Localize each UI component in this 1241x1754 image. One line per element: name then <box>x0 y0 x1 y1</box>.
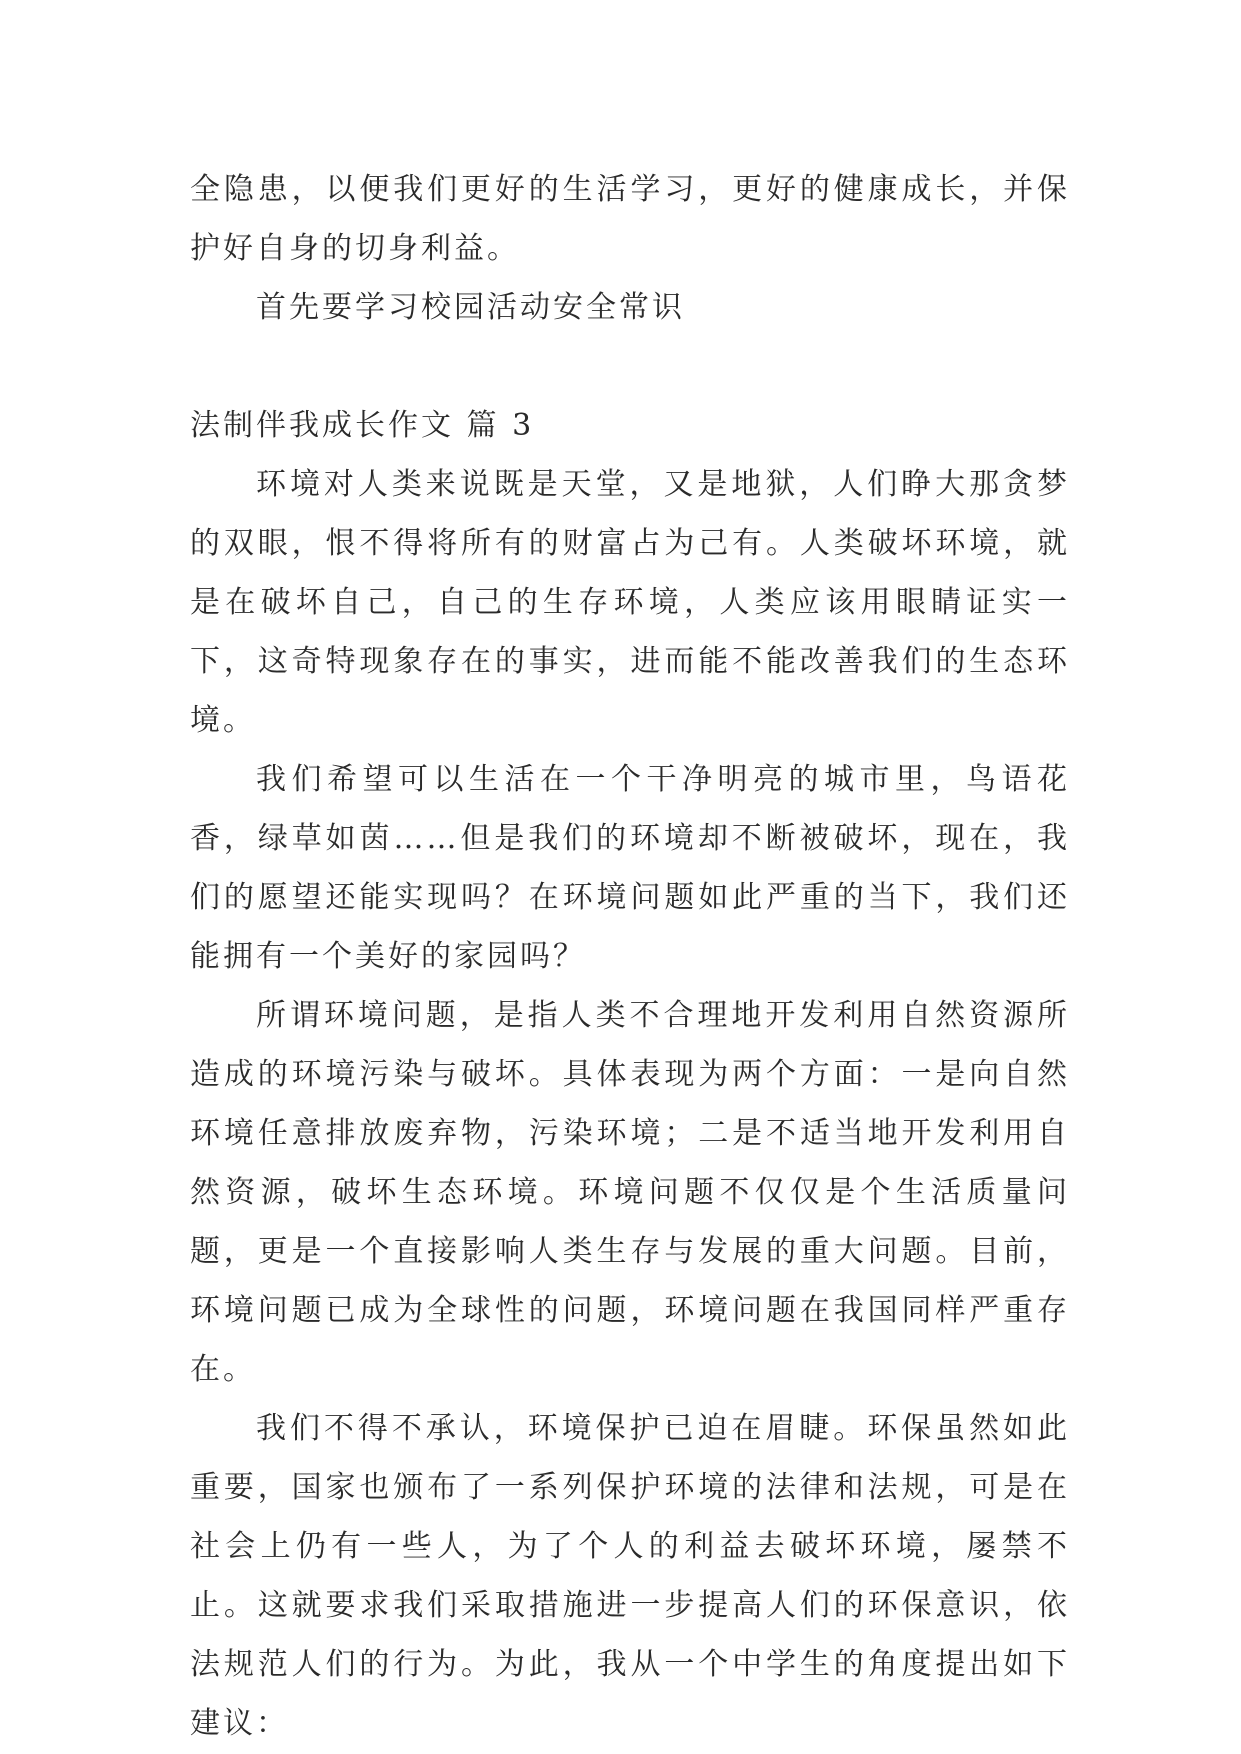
document-body <box>190 160 1070 1753</box>
paragraph-clean-city-hope: 我们希望可以生活在一个干净明亮的城市里，鸟语花香，绿草如茵……但是我们的环境却不断被破坏，现在，我们的愿望还能实现吗？在环境问题如此严重的当下，我们还能拥有一个美好的家园吗？ <box>190 762 1070 974</box>
section-heading: 法制伴我成长作文 篇 3 <box>190 408 535 443</box>
paragraph-continued: 全隐患，以便我们更好的生活学习，更好的健康成长，并保护好自身的切身利益。 <box>190 172 1070 266</box>
paragraph-environment-problem-definition: 所谓环境问题，是指人类不合理地开发利用自然资源所造成的环境污染与破坏。具体表现为两个方面：一是向自然环境任意排放废弃物，污染环境；二是不适当地开发利用自然资源，破坏生态环境。环境问题不仅仅是个生活质量问题，更是一个直接影响人类生存与发展的重大问题。目前，环境问题已成为全球性的问题，环境问题在我国同样严重存在。 <box>190 998 1070 1387</box>
paragraph-safety-note: 首先要学习校园活动安全常识 <box>256 290 685 325</box>
paragraph-protection-urgency: 我们不得不承认，环境保护已迫在眉睫。环保虽然如此重要，国家也颁布了一系列保护环境的法律和法规，可是在社会上仍有一些人，为了个人的利益去破坏环境，屡禁不止。这就要求我们采取措施进一步提高人们的环保意识，依法规范人们的行为。为此，我从一个中学生的角度提出如下建议： <box>190 1411 1070 1741</box>
section-spacer <box>190 337 1070 396</box>
paragraph-environment-heaven-hell: 环境对人类来说既是天堂，又是地狱，人们睁大那贪梦的双眼，恨不得将所有的财富占为己有。人类破坏环境，就是在破坏自己，自己的生存环境，人类应该用眼睛证实一下，这奇特现象存在的事实，进而能不能改善我们的生态环境。 <box>190 467 1070 738</box>
